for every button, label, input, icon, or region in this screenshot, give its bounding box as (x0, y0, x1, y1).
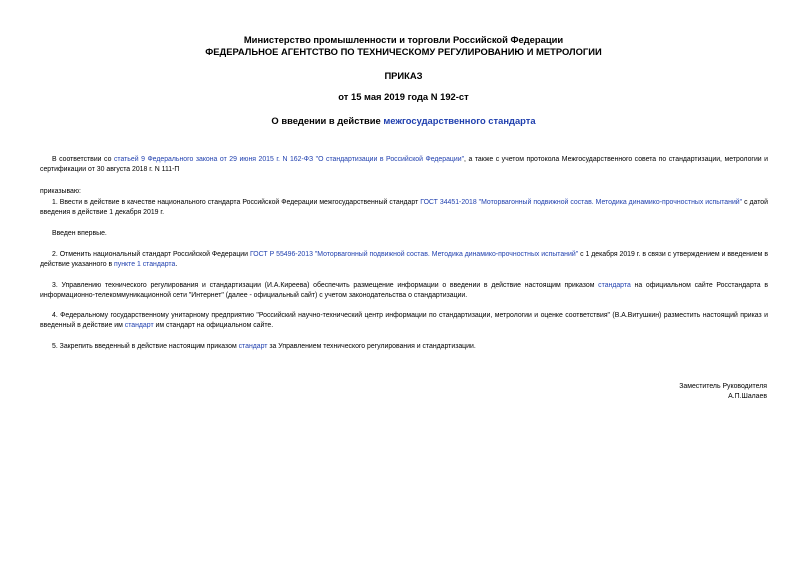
signature-position: Заместитель Руководителя (679, 383, 767, 390)
gost-r-55496-link[interactable]: ГОСТ Р 55496-2013 "Моторвагонный подвижной состав. Методика динамико-прочностных испытаний" (249, 251, 579, 258)
item-2-text-b: с 1 декабря 2019 г. в связи с утверждением и введением в действие указанного в (40, 251, 768, 269)
paragraph-item-4 (40, 311, 768, 331)
item-5-text-a: 5. Закрепить введенный в действие настоящим приказом (52, 343, 239, 350)
ministry-title: Министерство промышленности и торговли Российской Федерации (243, 34, 564, 45)
paragraph-item-1 (40, 198, 768, 218)
paragraph-order-word: приказываю: (40, 188, 81, 195)
item-4-standard-link[interactable]: стандарт (124, 322, 154, 330)
item-2-text-a: 2. Отменить национальный стандарт Российской Федерации (52, 251, 250, 258)
gost-34451-link[interactable]: ГОСТ 34451-2018 "Моторвагонный подвижной состав. Методика динамико-прочностных испытаний" (420, 199, 743, 206)
preamble-text-a: В соответствии со (52, 156, 114, 163)
order-title: ПРИКАЗ (384, 70, 423, 81)
item-1-text-b: с датой введения в действие 1 декабря 2019 г. (40, 199, 768, 217)
subject-prefix: О введении в действие (271, 115, 384, 126)
signature-name: А.П.Шалаев (728, 393, 767, 400)
order-subject (0, 115, 807, 127)
item-4-text-b: им стандарт на официальном сайте. (153, 322, 274, 330)
preamble-text-b: , а также с учетом протокола Межгосударственного совета по стандартизации, метрологии и сертификации от 30 августа 2018 г. N 111-П (40, 156, 769, 174)
agency-title: ФЕДЕРАЛЬНОЕ АГЕНТСТВО ПО ТЕХНИЧЕСКОМУ РЕГУЛИРОВАНИЮ И МЕТРОЛОГИИ (205, 46, 602, 57)
item-3-text-b: на официальном сайте Росстандарта в информационно-телекоммуникационной сети "Интернет" (далее - официальный сайт) с учетом законодательства о стандартизации. (40, 282, 768, 300)
item-5-standard-link[interactable]: стандарт (238, 343, 268, 350)
item-5-text-b: за Управлением технического регулирования и стандартизации. (267, 343, 476, 350)
item-2-text-c: . (175, 261, 178, 269)
introduced-text: Введен впервые. (52, 230, 107, 237)
order-date: от 15 мая 2019 года N 192-ст (338, 91, 469, 102)
federal-law-link[interactable]: статьей 9 Федерального закона от 29 июня 2015 г. N 162-ФЗ "О стандартизации в Российской Федерации" (113, 156, 465, 163)
item-1-text-a: 1. Ввести в действие в качестве национального стандарта Российской Федерации межгосударственный стандарт (52, 199, 421, 206)
paragraph-item-2 (40, 250, 768, 270)
paragraph-preamble (40, 155, 768, 175)
item-1-reference-link[interactable]: пункте 1 стандарта (114, 261, 176, 269)
paragraph-item-3 (40, 281, 768, 301)
item-4-text-a: 4. Федеральному государственному унитарному предприятию "Российский научно-технический центр информации по стандартизации, метрологии и оценке соответствия" (В.А.Витушкин) разместить настоящий приказ и введенный в действие им (40, 312, 768, 330)
paragraph-item-5 (40, 342, 768, 352)
paragraph-introduced (40, 229, 768, 239)
item-3-standard-link[interactable]: стандарта (598, 282, 631, 289)
item-3-text-a: 3. Управлению технического регулирования и стандартизации (И.А.Киреева) обеспечить размещение информации о введении в действие настоящим приказом (52, 282, 599, 289)
subject-link[interactable]: межгосударственного стандарта (383, 115, 536, 126)
